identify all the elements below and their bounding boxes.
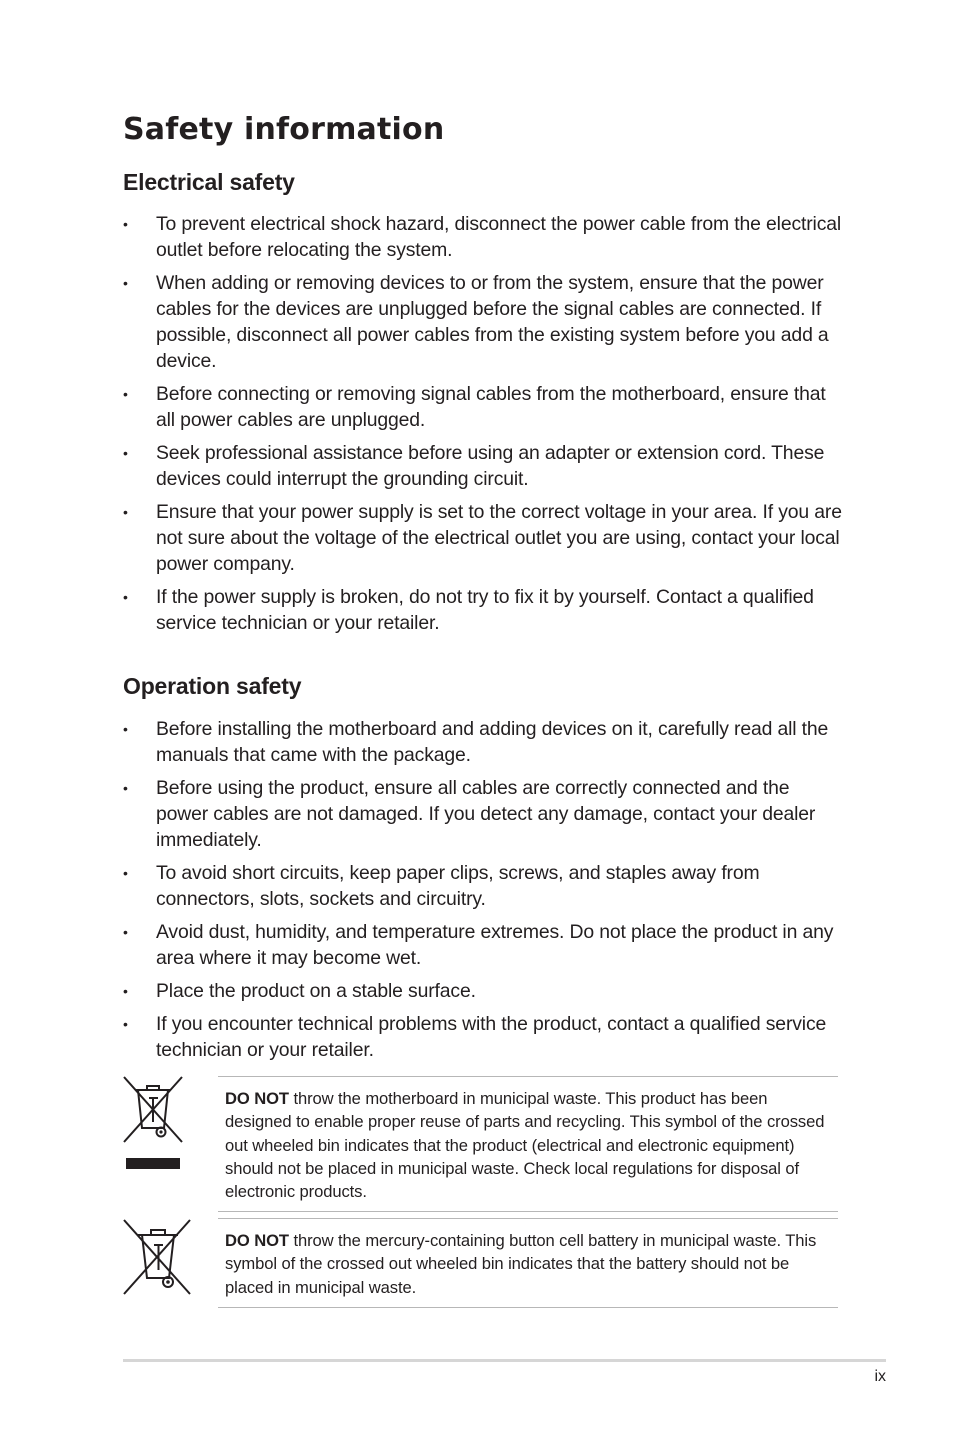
bullet-icon: • bbox=[123, 721, 128, 737]
list-item: • Before installing the motherboard and adding devices on it, carefully read all the manuals that came with the package. bbox=[123, 718, 829, 766]
operation-safety-heading: Operation safety bbox=[123, 673, 302, 699]
do-not-label: DO NOT bbox=[225, 1089, 289, 1108]
bullet-icon: • bbox=[123, 865, 128, 881]
list-item: • Seek professional assistance before using an adapter or extension cord. These devices could interrupt the grounding circuit. bbox=[123, 442, 825, 490]
list-item: • Avoid dust, humidity, and temperature extremes. Do not place the product in any area where it may become wet. bbox=[123, 921, 834, 969]
bullet-icon: • bbox=[123, 386, 128, 402]
crossed-wheeled-bin-icon bbox=[123, 1076, 185, 1177]
electrical-safety-heading: Electrical safety bbox=[123, 169, 295, 195]
bullet-icon: • bbox=[123, 504, 128, 520]
page-number: ix bbox=[874, 1368, 886, 1385]
list-item: • If you encounter technical problems with the product, contact a qualified service technician or your retailer. bbox=[123, 1013, 827, 1061]
list-item: • Before connecting or removing signal cables from the motherboard, ensure that all power cables are unplugged. bbox=[123, 383, 826, 431]
crossed-wheeled-bin-battery-icon bbox=[123, 1218, 193, 1303]
list-item: • If the power supply is broken, do not try to fix it by yourself. Contact a qualified service technician or your retailer. bbox=[123, 586, 814, 634]
list-item: • Before using the product, ensure all cables are correctly connected and the power cables are not damaged. If you detect any damage, contact your dealer immediately. bbox=[123, 777, 816, 851]
bullet-icon: • bbox=[123, 445, 128, 461]
footer-divider bbox=[123, 1359, 886, 1362]
bullet-icon: • bbox=[123, 216, 128, 232]
bullet-icon: • bbox=[123, 983, 128, 999]
weee-note-text: DO NOT throw the motherboard in municipal waste. This product has been designed to enable proper reuse of parts and recycling. This symbol of the crossed out wheeled bin indicates that the product (electrical and electronic equipment) should not be placed in municipal waste. Check local regulations for disposal of electronic products. bbox=[218, 1076, 838, 1212]
electrical-safety-list bbox=[123, 211, 843, 643]
list-item: • When adding or removing devices to or from the system, ensure that the power cables for the devices are unplugged before the signal cables are connected. If possible, disconnect all power cables from the existing system before you add a device. bbox=[123, 272, 829, 372]
do-not-label: DO NOT bbox=[225, 1231, 289, 1250]
bullet-icon: • bbox=[123, 780, 128, 796]
list-item: • Ensure that your power supply is set to the correct voltage in your area. If you are not sure about the voltage of the electrical outlet you are using, contact your local power company. bbox=[123, 501, 842, 575]
page-title: Safety information bbox=[123, 112, 445, 147]
battery-note-text: DO NOT throw the mercury-containing button cell battery in municipal waste. This symbol of the crossed out wheeled bin indicates that the battery should not be placed in municipal waste. bbox=[218, 1218, 838, 1308]
bullet-icon: • bbox=[123, 275, 128, 291]
list-item: • Place the product on a stable surface. bbox=[123, 980, 476, 1002]
bullet-icon: • bbox=[123, 924, 128, 940]
bullet-icon: • bbox=[123, 589, 128, 605]
bullet-icon: • bbox=[123, 1016, 128, 1032]
operation-safety-list bbox=[123, 716, 843, 1070]
list-item: • To prevent electrical shock hazard, disconnect the power cable from the electrical outlet before relocating the system. bbox=[123, 213, 842, 261]
list-item: • To avoid short circuits, keep paper clips, screws, and staples away from connectors, slots, sockets and circuitry. bbox=[123, 862, 760, 910]
